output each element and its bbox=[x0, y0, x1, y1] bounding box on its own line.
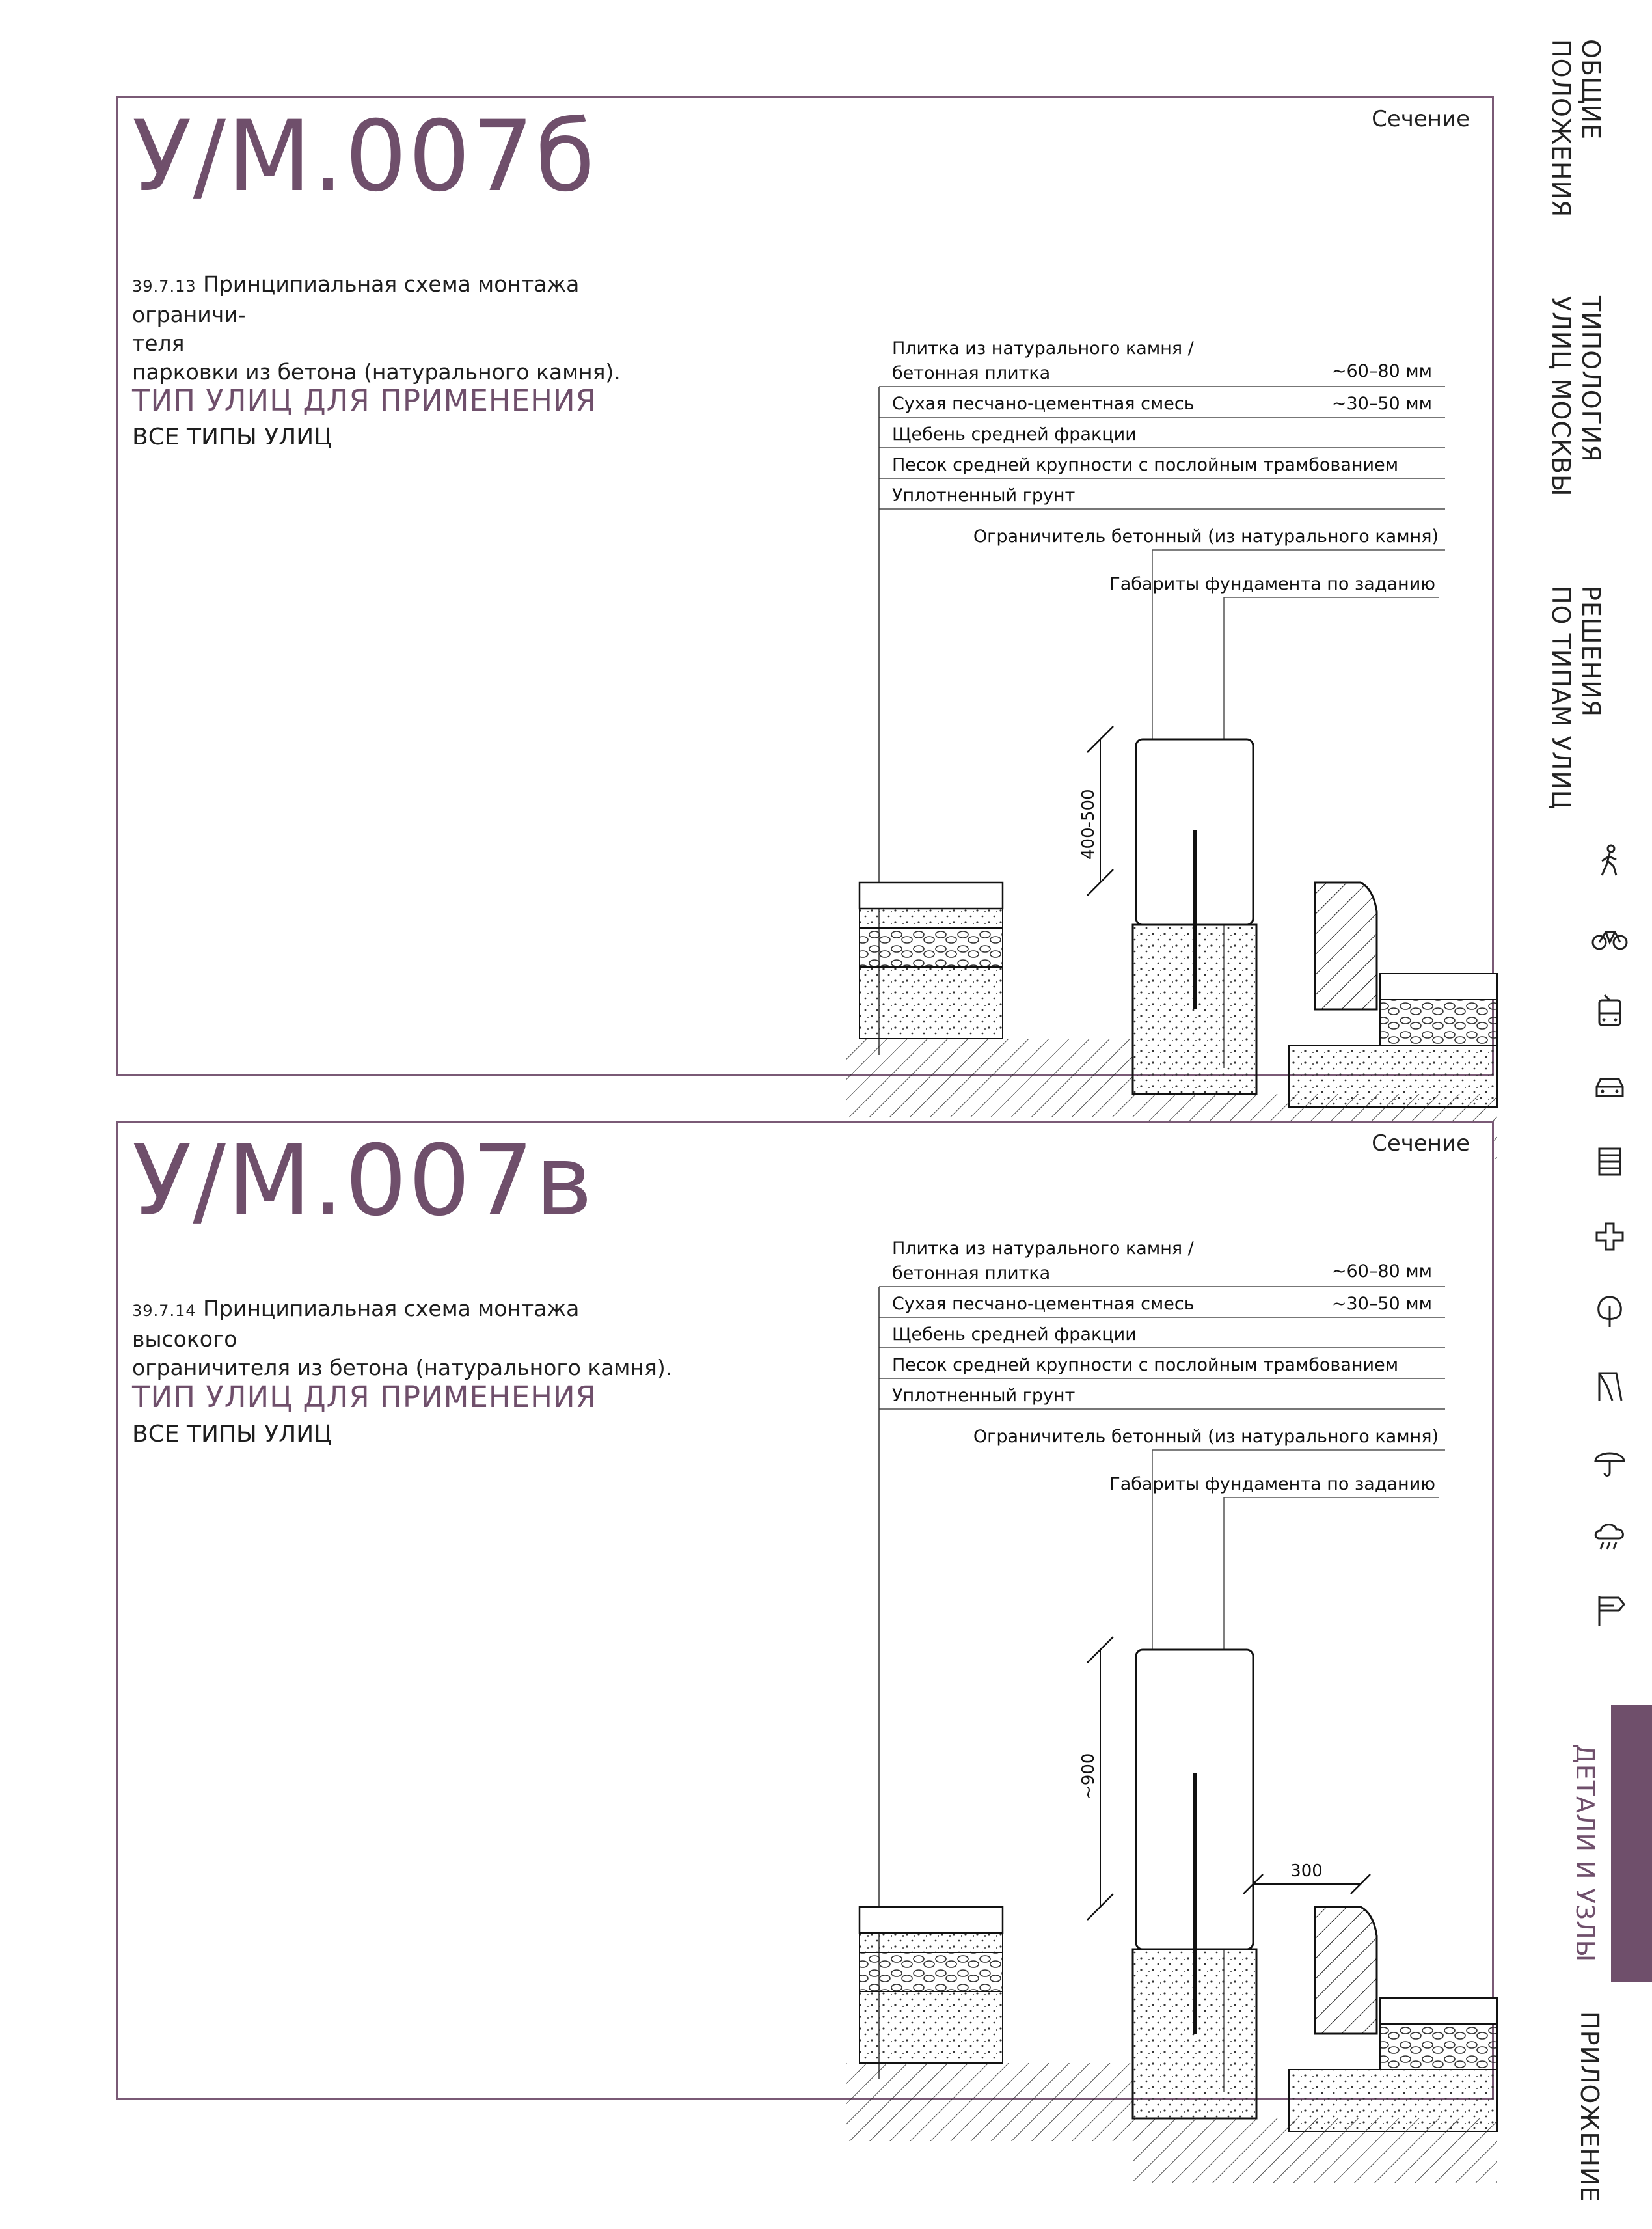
detail-panel-007v bbox=[116, 1121, 1494, 2100]
pedestrian-icon[interactable] bbox=[1590, 843, 1629, 882]
detail-panel-007b bbox=[116, 96, 1494, 1076]
layer-label-tile-1: Плитка из натурального камня / bbox=[892, 1238, 1194, 1259]
stripes-icon[interactable] bbox=[1590, 1142, 1629, 1181]
cross-icon[interactable] bbox=[1590, 1217, 1629, 1256]
layer-label-sand: Песок средней крупности с послойным трамбованием bbox=[892, 1355, 1399, 1375]
layer-label-tile-2: бетонная плитка bbox=[892, 363, 1051, 383]
sand-cement-thickness: ~30–50 мм bbox=[1331, 394, 1432, 414]
nav-details-and-nodes[interactable]: ДЕТАЛИ И УЗЛЫ bbox=[1571, 1744, 1599, 1963]
section-drawing bbox=[846, 1238, 1497, 2183]
street-type-value: ВСЕ ТИПЫ УЛИЦ bbox=[132, 1421, 332, 1447]
layer-label-gravel: Щебень средней фракции bbox=[892, 1324, 1137, 1345]
limiter-label: Ограничитель бетонный (из натурального камня) bbox=[973, 1427, 1439, 1447]
tree-icon[interactable] bbox=[1590, 1292, 1629, 1331]
layer-label-soil: Уплотненный грунт bbox=[892, 485, 1076, 506]
trolleybus-icon[interactable] bbox=[1590, 992, 1629, 1032]
limiter-label: Ограничитель бетонный (из натурального камня) bbox=[973, 526, 1439, 547]
tile-thickness: ~60–80 мм bbox=[1331, 1261, 1432, 1281]
foundation-label: Габариты фундамента по заданию bbox=[1109, 1474, 1435, 1494]
umbrella-icon[interactable] bbox=[1590, 1442, 1629, 1481]
description bbox=[132, 270, 679, 387]
nav-appendix[interactable]: ПРИЛОЖЕНИЕ bbox=[1575, 2011, 1604, 2203]
nav-solutions-by-type[interactable]: РЕШЕНИЯ ПО ТИПАМ УЛИЦ bbox=[1547, 586, 1605, 810]
description-line-2: теля bbox=[132, 331, 185, 356]
detail-code: У/М.007в bbox=[132, 1125, 594, 1238]
nav-general-provisions[interactable]: ОБЩИЕ ПОЛОЖЕНИЯ bbox=[1547, 39, 1605, 218]
figure-number: 39.7.13 bbox=[132, 277, 196, 295]
description-line-2: ограничителя из бетона (натурального камня). bbox=[132, 1355, 673, 1380]
description-line-1: Принципиальная схема монтажа ограничи- bbox=[132, 271, 580, 327]
street-type-heading: ТИП УЛИЦ ДЛЯ ПРИМЕНЕНИЯ bbox=[132, 1380, 597, 1414]
foundation-label: Габариты фундамента по заданию bbox=[1109, 574, 1435, 594]
bicycle-icon[interactable] bbox=[1590, 918, 1629, 957]
tile-thickness: ~60–80 мм bbox=[1331, 361, 1432, 381]
width-dimension: 300 bbox=[1290, 1861, 1323, 1881]
layer-label-sand-cement: Сухая песчано-цементная смесь bbox=[892, 1294, 1195, 1314]
section-drawing bbox=[846, 228, 1497, 1159]
description-line-3: парковки из бетона (натурального камня). bbox=[132, 359, 621, 385]
description bbox=[132, 1294, 679, 1382]
section-label: Сечение bbox=[1372, 1130, 1470, 1156]
shelter-icon[interactable] bbox=[1590, 1367, 1629, 1406]
layer-label-sand-cement: Сухая песчано-цементная смесь bbox=[892, 394, 1195, 414]
figure-number: 39.7.14 bbox=[132, 1302, 196, 1320]
detail-code: У/М.007б bbox=[132, 100, 597, 213]
layer-label-tile-1: Плитка из натурального камня / bbox=[892, 338, 1194, 359]
section-label: Сечение bbox=[1372, 106, 1470, 132]
nav-street-typology[interactable]: ТИПОЛОГИЯ УЛИЦ МОСКВЫ bbox=[1547, 296, 1605, 497]
layer-label-soil: Уплотненный грунт bbox=[892, 1386, 1076, 1406]
sand-cement-thickness: ~30–50 мм bbox=[1331, 1294, 1432, 1314]
active-section-marker bbox=[1611, 1705, 1652, 1982]
car-icon[interactable] bbox=[1590, 1067, 1629, 1106]
height-dimension: 400-500 bbox=[1079, 789, 1098, 860]
sign-icon[interactable] bbox=[1590, 1591, 1629, 1630]
rain-cloud-icon[interactable] bbox=[1590, 1516, 1629, 1555]
layer-label-gravel: Щебень средней фракции bbox=[892, 424, 1137, 444]
layer-label-sand: Песок средней крупности с послойным трамбованием bbox=[892, 455, 1399, 475]
section-sidebar bbox=[1523, 0, 1652, 2229]
description-line-1: Принципиальная схема монтажа высокого bbox=[132, 1296, 580, 1352]
height-dimension: ~900 bbox=[1079, 1753, 1098, 1799]
layer-label-tile-2: бетонная плитка bbox=[892, 1263, 1051, 1283]
street-type-heading: ТИП УЛИЦ ДЛЯ ПРИМЕНЕНИЯ bbox=[132, 383, 597, 418]
street-type-value: ВСЕ ТИПЫ УЛИЦ bbox=[132, 424, 332, 450]
